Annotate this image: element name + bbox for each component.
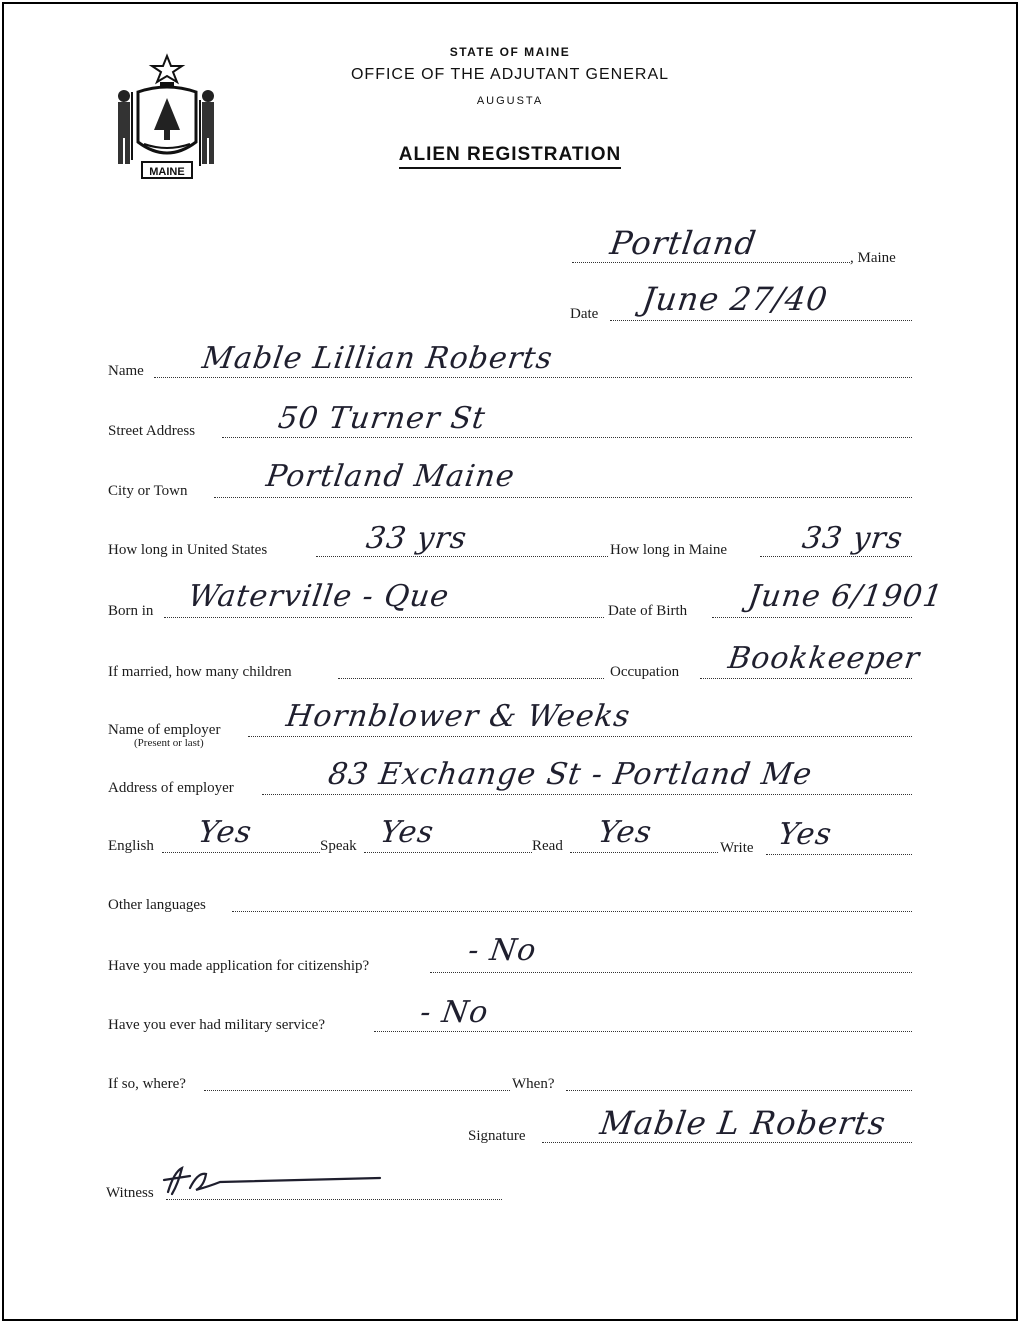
how-long-maine-line [760,556,912,557]
how-long-us-line [316,556,608,557]
employer-address-value: 83 Exchange St - Portland Me [326,757,815,792]
speak-value: Yes [378,815,437,850]
city-heading: AUGUSTA [476,95,544,107]
name-value: Mable Lillian Roberts [200,341,556,376]
citizenship-label: Have you made application for citizenship? [108,958,370,974]
read-value: Yes [596,815,655,850]
other-languages-label: Other languages [108,897,206,913]
date-line [610,320,912,321]
form-title: ALIEN REGISTRATION [300,144,720,166]
city-value: Portland Maine [264,459,518,494]
military-line [374,1031,912,1032]
date-value: June 27/40 [639,280,831,318]
employer-address-line [262,794,912,795]
signature-value: Mable L Roberts [597,1104,889,1142]
read-label: Read [532,838,563,854]
witness-label: Witness [106,1185,154,1201]
street-address-line [222,437,912,438]
married-children-line [338,678,604,679]
employer-name-line [248,736,912,737]
how-long-maine-label: How long in Maine [610,542,728,558]
employer-address-label: Address of employer [108,780,234,796]
witness-signature [160,1162,390,1198]
how-long-us-label: How long in United States [108,542,268,558]
when-label: When? [512,1076,555,1092]
citizenship-line [430,972,912,973]
occupation-label: Occupation [610,664,680,680]
name-label: Name [108,363,144,379]
employer-name-value: Hornblower & Weeks [284,699,633,734]
signature-label: Signature [468,1128,526,1144]
speak-line [364,852,532,853]
place-value: Portland [607,224,760,262]
military-label: Have you ever had military service? [108,1017,325,1033]
date-label: Date [570,306,599,322]
svg-text:MAINE: MAINE [149,166,185,178]
street-address-value: 50 Turner St [276,401,488,436]
born-in-label: Born in [108,603,154,619]
if-so-where-line [204,1090,510,1091]
city-label: City or Town [108,483,188,499]
street-address-label: Street Address [108,423,196,439]
english-value: Yes [196,815,255,850]
how-long-us-value: 33 yrs [364,521,470,556]
citizenship-value: - No [466,933,539,968]
speak-label: Speak [320,838,357,854]
born-in-line [164,617,604,618]
date-of-birth-line [712,617,912,618]
english-label: English [108,838,154,854]
date-of-birth-label: Date of Birth [608,603,688,619]
write-line [766,854,912,855]
occupation-value: Bookkeeper [726,641,923,676]
married-children-label: If married, how many children [108,664,292,680]
employer-name-label: Name of employer [108,722,221,738]
state-heading: STATE OF MAINE [449,45,571,59]
office-heading: OFFICE OF THE ADJUTANT GENERAL [350,66,670,83]
place-line [572,262,850,263]
date-of-birth-value: June 6/1901 [746,579,946,614]
occupation-line [700,678,912,679]
other-languages-line [232,911,912,912]
city-line [214,497,912,498]
how-long-maine-value: 33 yrs [800,521,906,556]
read-line [570,852,718,853]
english-line [162,852,320,853]
witness-line [166,1199,502,1200]
military-value: - No [418,995,491,1030]
write-value: Yes [776,817,835,852]
maine-state-seal [108,52,226,188]
write-label: Write [720,840,754,856]
born-in-value: Waterville - Que [186,579,452,614]
name-line [154,377,912,378]
if-so-where-label: If so, where? [108,1076,186,1092]
maine-suffix: , Maine [850,250,896,266]
signature-line [542,1142,912,1143]
employer-name-sublabel: (Present or last) [134,737,204,749]
when-line [566,1090,912,1091]
